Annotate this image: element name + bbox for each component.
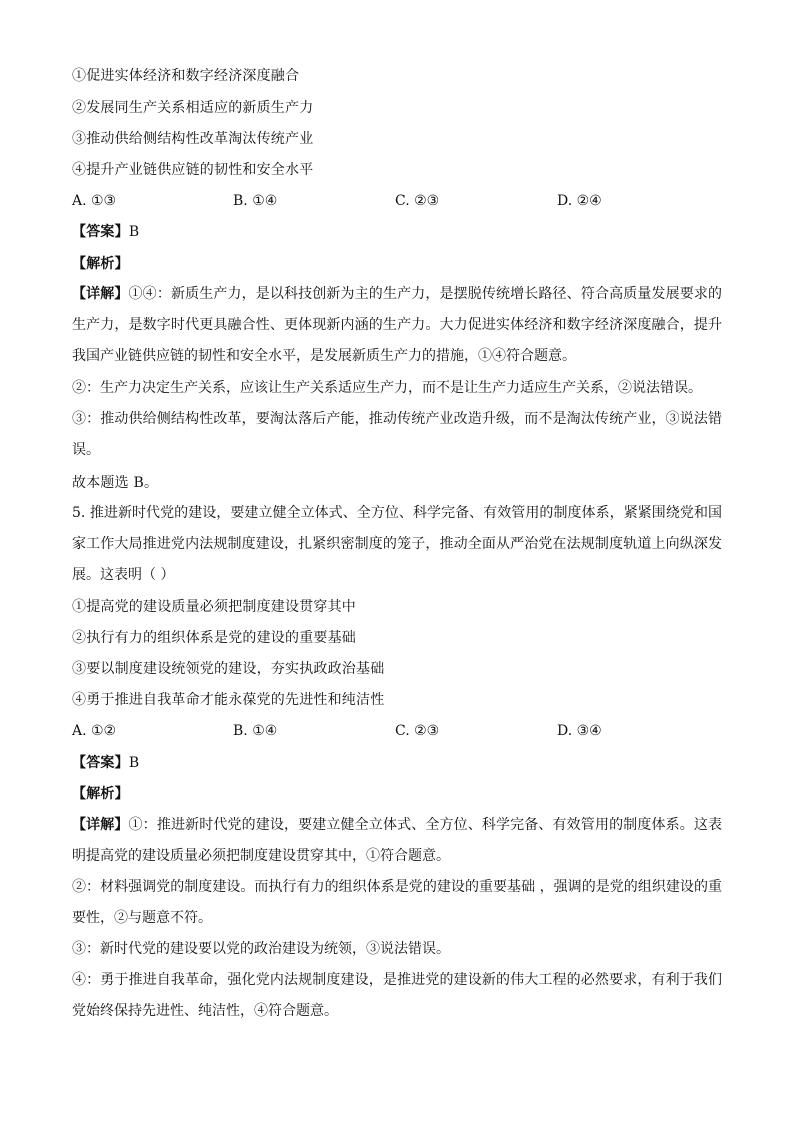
q4-option-1: ①促进实体经济和数字经济深度融合 bbox=[72, 68, 300, 84]
q5-option-1: ①提高党的建设质量必须把制度建设贯穿其中 bbox=[72, 599, 356, 615]
q4-detail-2: ②：生产力决定生产关系，应该让生产关系适应生产力，而不是让生产力适应生产关系，②说法错误。 bbox=[72, 380, 702, 396]
q4-choice-b: B. ①④ bbox=[233, 193, 278, 209]
q5-option-3: ③要以制度建设统领党的建设，夯实执政政治基础 bbox=[72, 661, 385, 677]
answer-tag: 【答案】 bbox=[72, 755, 129, 771]
q5-analysis-tag: 【解析】 bbox=[72, 786, 129, 802]
q4-answer bbox=[72, 224, 139, 240]
q4-conclusion: 故本题选 B。 bbox=[72, 475, 159, 491]
detail-text: ①④：新质生产力，是以科技创新为主的生产力，是摆脱传统增长路径、符合高质量发展要求的生产力，是数字时代更具融合性、更体现新内涵的生产力。大力促进实体经济和数字经济深度融合，提升我国产业链供应链的韧性和安全水平，是发展新质生产力的措施，①④符合题意。 bbox=[72, 286, 723, 364]
q5-detail-2: ②：材料强调党的制度建设。而执行有力的组织体系是党的建设的重要基础 ，强调的是党的组织建设的重要性，②与题意不符。 bbox=[72, 879, 722, 926]
q4-option-4: ④提升产业链供应链的韧性和安全水平 bbox=[72, 162, 314, 178]
detail-tag: 【详解】 bbox=[72, 817, 129, 833]
q4-option-2: ②发展同生产关系相适应的新质生产力 bbox=[72, 100, 314, 116]
detail-tag: 【详解】 bbox=[72, 286, 129, 302]
q4-analysis-tag: 【解析】 bbox=[72, 256, 129, 272]
q5-detail-3: ③：新时代党的建设要以党的政治建设为统领，③说法错误。 bbox=[72, 941, 450, 957]
q4-choice-d: D. ②④ bbox=[557, 193, 602, 209]
q4-choice-a: A. ①③ bbox=[72, 193, 117, 209]
q5-choice-c: C. ②③ bbox=[395, 723, 440, 739]
q4-detail-3: ③：推动供给侧结构性改革，要淘汰落后产能，推动传统产业改造升级，而不是淘汰传统产业，③说法错误。 bbox=[72, 411, 722, 458]
q5-option-4: ④勇于推进自我革命才能永葆党的先进性和纯洁性 bbox=[72, 692, 385, 708]
answer-tag: 【答案】 bbox=[72, 224, 129, 240]
q5-detail-1 bbox=[72, 810, 722, 872]
answer-value: B bbox=[128, 755, 140, 771]
q5-choice-b: B. ①④ bbox=[233, 723, 278, 739]
q5-option-2: ②执行有力的组织体系是党的建设的重要基础 bbox=[72, 630, 356, 646]
q5-choice-d: D. ③④ bbox=[557, 723, 602, 739]
q5-answer bbox=[72, 755, 139, 771]
q5-detail-4: ④：勇于推进自我革命，强化党内法规制度建设，是推进党的建设新的伟大工程的必然要求，有利于我们党始终保持先进性、纯洁性，④符合题意。 bbox=[72, 972, 722, 1019]
q4-option-3: ③推动供给侧结构性改革淘汰传统产业 bbox=[72, 131, 314, 147]
q4-detail-1 bbox=[72, 279, 722, 372]
answer-value: B bbox=[128, 224, 140, 240]
q4-choice-c: C. ②③ bbox=[395, 193, 440, 209]
q5-choice-a: A. ①② bbox=[72, 723, 117, 739]
detail-text: ①：推进新时代党的建设，要建立健全立体式、全方位、科学完备、有效管用的制度体系。这表明提高党的建设质量必须把制度建设贯穿其中，①符合题意。 bbox=[72, 817, 723, 864]
q5-stem: 5. 推进新时代党的建设，要建立健全立体式、全方位、科学完备、有效管用的制度体系，紧紧围绕党和国家工作大局推进党内法规制度建设，扎紧织密制度的笼子，推动全面从严治党在法规制度轨道上向纵深发展。这表明（ ） bbox=[72, 505, 722, 583]
